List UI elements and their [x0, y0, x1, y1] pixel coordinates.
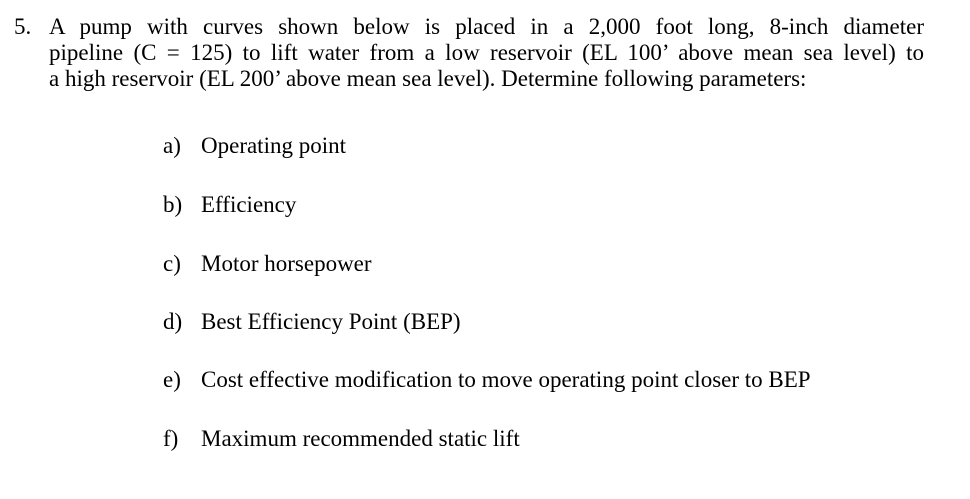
- part-text: Efficiency: [201, 192, 297, 217]
- part-letter: f): [163, 426, 179, 451]
- part-text: Motor horsepower: [201, 251, 372, 276]
- part-f: [163, 426, 520, 452]
- part-text: Cost effective modification to move operating point closer to BEP: [201, 367, 811, 392]
- part-letter: b): [163, 192, 183, 217]
- part-text: Operating point: [201, 133, 346, 158]
- part-c: [163, 251, 372, 277]
- part-letter: d): [163, 309, 183, 334]
- part-a: [163, 133, 346, 159]
- part-text: Best Efficiency Point (BEP): [201, 309, 461, 334]
- problem-statement: [49, 14, 924, 92]
- part-letter: a): [163, 133, 181, 158]
- part-d: [163, 309, 461, 335]
- part-b: [163, 192, 296, 218]
- part-letter: e): [163, 367, 181, 392]
- problem-statement-line-2: pipeline (C = 125) to lift water from a low reservoir (EL 100’ above mean sea level) to: [49, 40, 924, 65]
- problem-number: 5.: [14, 14, 32, 39]
- problem-statement-line-3: a high reservoir (EL 200’ above mean sea level). Determine following parameters:: [49, 66, 807, 91]
- part-letter: c): [163, 251, 181, 276]
- problem-statement-line-1: A pump with curves shown below is placed in a 2,000 foot long, 8-inch diameter: [49, 14, 924, 39]
- part-text: Maximum recommended static lift: [201, 426, 520, 451]
- part-e: [163, 367, 811, 393]
